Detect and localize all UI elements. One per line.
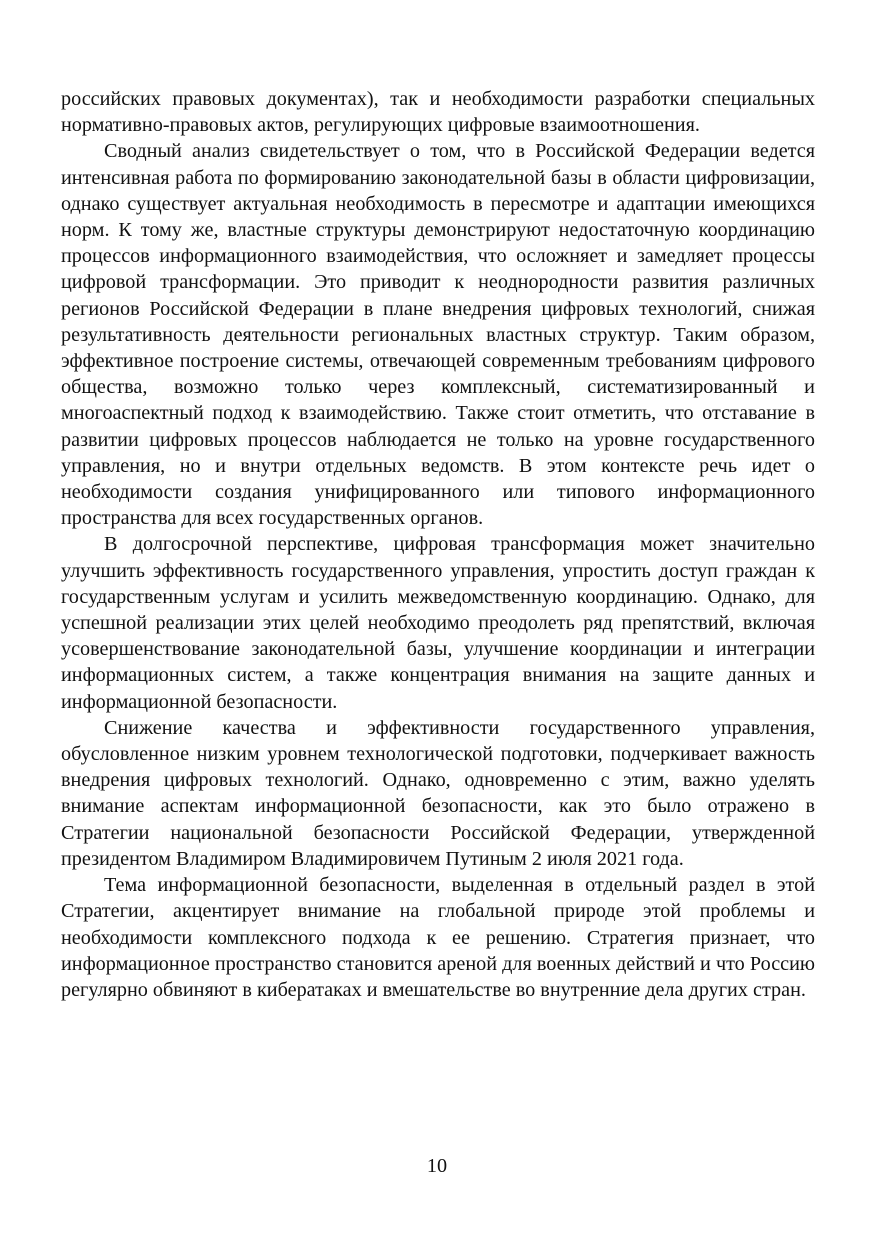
page-body bbox=[61, 86, 815, 1003]
paragraph-long-term-perspective: В долгосрочной перспективе, цифровая трансформация может значительно улучшить эффективность государственного управления, упростить доступ граждан к государственным услугам и усилить межведомственную координацию. Однако, для успешной реализации этих целей необходимо преодолеть ряд препятствий, включая усовершенствование законодательной базы, улучшение координации и интеграции информационных систем, а также концентрация внимания на защите данных и информационной безопасности. bbox=[61, 533, 815, 713]
paragraph-information-security: Тема информационной безопасности, выделенная в отдельный раздел в этой Стратегии, акцентирует внимание на глобальной природе этой проблемы и необходимости комплексного подхода к ее решению. Стратегия признает, что информационное пространство становится ареной для военных действий и что Россию регулярно обвиняют в кибератаках и вмешательстве во внутренние дела других стран. bbox=[61, 874, 815, 1001]
paragraph-security-strategy: Снижение качества и эффективности государственного управления, обусловленное низким уровнем технологической подготовки, подчеркивает важность внедрения цифровых технологий. Однако, одновременно с этим, важно уделять внимание аспектам информационной безопасности, как это было отражено в Стратегии национальной безопасности Российской Федерации, утвержденной президентом Владимиром Владимировичем Путиным 2 июля 2021 года. bbox=[61, 716, 815, 870]
paragraph-analysis: Сводный анализ свидетельствует о том, что в Российской Федерации ведется интенсивная работа по формированию законодательной базы в области цифровизации, однако существует актуальная необходимость в пересмотре и адаптации имеющихся норм. К тому же, властные структуры демонстрируют недостаточную координацию процессов информационного взаимодействия, что осложняет и замедляет процессы цифровой трансформации. Это приводит к неоднородности развития различных регионов Российской Федерации в плане внедрения цифровых технологий, снижая результативность деятельности региональных властных структур. Таким образом, эффективное построение системы, отвечающей современным требованиям цифрового общества, возможно только через комплексный, систематизированный и многоаспектный подход к взаимодействию. Также стоит отметить, что отставание в развитии цифровых процессов наблюдается не только на уровне государственного управления, но и внутри отдельных ведомств. В этом контексте речь идет о необходимости создания унифицированного или типового информационного пространства для всех государственных органов. bbox=[61, 140, 815, 530]
page-number: 10 bbox=[426, 1155, 448, 1177]
paragraph-continuation: российских правовых документах), так и необходимости разработки специальных нормативно-правовых актов, регулирующих цифровые взаимоотношения. bbox=[61, 88, 815, 137]
